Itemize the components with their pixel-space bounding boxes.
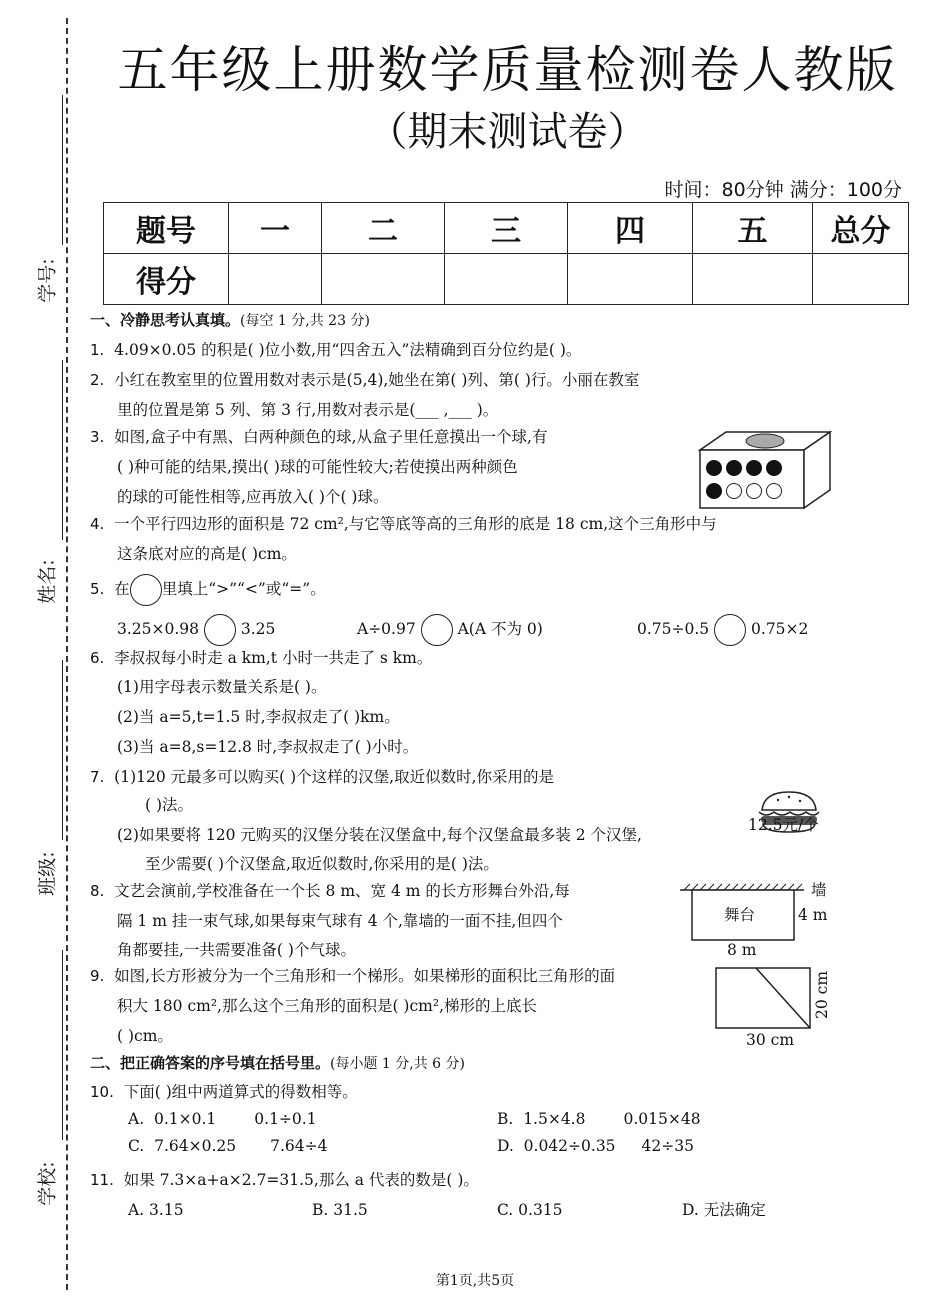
- time-info: 时间：80分钟 满分：100分: [664, 179, 902, 201]
- q5-item-1: [117, 614, 275, 646]
- question-text-line: (2)当 a=5,t=1.5 时,李叔叔走了( )km。: [117, 708, 400, 726]
- compare-circle-1[interactable]: [204, 614, 236, 646]
- page-footer: 第1页,共5页: [435, 1273, 515, 1289]
- question-text: (1)120 元最多可以购买( )个这样的汉堡,取近似数时,你采用的是: [114, 768, 555, 786]
- stage-width-label: 4 m: [798, 906, 828, 924]
- question-text: 李叔叔每小时走 a km,t 小时一共走了 s km。: [114, 649, 433, 667]
- student-id-line[interactable]: [62, 95, 63, 245]
- q11-option-a[interactable]: A. 3.15: [128, 1201, 184, 1219]
- question-3: [90, 427, 547, 447]
- option-label: B.: [497, 1110, 514, 1128]
- rectangle-figure: [714, 966, 814, 1032]
- question-number: 5.: [90, 580, 105, 598]
- q11-option-d[interactable]: D. 无法确定: [682, 1201, 766, 1219]
- q5-item-3: [637, 614, 808, 646]
- section2-heading: [90, 1053, 465, 1074]
- question-2: [90, 370, 639, 390]
- question-text-line: ( )cm。: [117, 1027, 173, 1045]
- stage-label: 舞台: [724, 906, 756, 924]
- question-text-line: ( )种可能的结果,摸出( )球的可能性较大;若使摸出两种颜色: [117, 458, 518, 476]
- student-id-field: [20, 95, 60, 305]
- wall-label: 墙: [811, 881, 827, 899]
- name-line[interactable]: [62, 360, 63, 540]
- option-expr: 1.5×4.8: [523, 1110, 586, 1128]
- score-cell[interactable]: [693, 254, 813, 305]
- score-cell[interactable]: [229, 254, 322, 305]
- compare-circle-example: [130, 574, 162, 606]
- question-9: [90, 966, 615, 986]
- expr-right: 3.25: [240, 620, 276, 638]
- option-expr: 7.64×0.25: [154, 1137, 237, 1155]
- question-text: 里填上“>”“<”或“=”。: [161, 580, 326, 598]
- school-line[interactable]: [62, 950, 63, 1140]
- class-line[interactable]: [62, 660, 63, 840]
- q10-option-b[interactable]: [497, 1109, 701, 1129]
- question-text-line: 的球的可能性相等,应再放入( )个( )球。: [117, 488, 389, 506]
- question-number: 3.: [90, 428, 105, 446]
- question-text-line: 这条底对应的高是( )cm。: [117, 545, 297, 563]
- option-expr: 42÷35: [641, 1137, 694, 1155]
- question-text-line: ( )法。: [145, 796, 194, 814]
- question-6: [90, 648, 432, 668]
- question-text: 如图,盒子中有黑、白两种颜色的球,从盒子里任意摸出一个球,有: [114, 428, 548, 446]
- question-text: 在: [114, 580, 130, 598]
- question-number: 9.: [90, 967, 105, 985]
- score-header-row: [104, 203, 909, 254]
- option-expr: 0.015×48: [623, 1110, 701, 1128]
- expr-left: 3.25×0.98: [117, 620, 200, 638]
- question-text-line: (3)当 a=8,s=12.8 时,李叔叔走了( )小时。: [117, 738, 419, 756]
- school-label: 学校:: [36, 1161, 59, 1206]
- burger-price: 12.5元/个: [748, 816, 819, 834]
- question-text-line: 里的位置是第 5 列、第 3 行,用数对表示是(___ ,___ )。: [117, 401, 499, 419]
- option-expr: 0.1÷0.1: [254, 1110, 317, 1128]
- question-text-line: 隔 1 m 挂一束气球,如果每束气球有 4 个,靠墙的一面不挂,但四个: [117, 912, 563, 930]
- question-8: [90, 881, 570, 901]
- score-header-cell: 四: [568, 203, 693, 254]
- question-text: 文艺会演前,学校准备在一个长 8 m、宽 4 m 的长方形舞台外沿,每: [114, 882, 570, 900]
- compare-circle-3[interactable]: [714, 614, 746, 646]
- section2-note: (每小题 1 分,共 6 分): [330, 1056, 466, 1072]
- rect-width-label: 30 cm: [746, 1031, 795, 1049]
- question-number: 8.: [90, 882, 105, 900]
- class-label: 班级:: [36, 851, 59, 896]
- question-text: 小红在教室里的位置用数对表示是(5,4),她坐在第( )列、第( )行。小丽在教室: [114, 371, 640, 389]
- question-text-line: (2)如果要将 120 元购买的汉堡分装在汉堡盒中,每个汉堡盒最多装 2 个汉堡,: [117, 826, 642, 844]
- question-text: 如果 7.3×a+a×2.7=31.5,那么 a 代表的数是( )。: [123, 1171, 479, 1189]
- school-field: [20, 950, 60, 1206]
- score-row-label: 得分: [104, 254, 229, 305]
- compare-circle-2[interactable]: [421, 614, 453, 646]
- q11-option-b[interactable]: B. 31.5: [312, 1201, 368, 1219]
- question-text-line: (1)用字母表示数量关系是( )。: [117, 678, 327, 696]
- expr-left: A÷0.97: [357, 620, 416, 638]
- question-text-line: 至少需要( )个汉堡盒,取近似数时,你采用的是( )法。: [145, 855, 499, 873]
- question-number: 11.: [90, 1171, 114, 1189]
- score-cell[interactable]: [813, 254, 909, 305]
- question-number: 7.: [90, 768, 105, 786]
- question-text: 4.09×0.05 的积是( )位小数,用“四舍五入”法精确到百分位约是( )。: [114, 341, 582, 359]
- score-cell[interactable]: [322, 254, 445, 305]
- section1-title: 一、冷静思考认真填。: [90, 311, 241, 329]
- score-header-cell: 题号: [104, 203, 229, 254]
- question-7: [90, 767, 554, 787]
- score-cell[interactable]: [568, 254, 693, 305]
- section1-note: (每空 1 分,共 23 分): [240, 313, 370, 329]
- student-id-label: 学号:: [36, 258, 59, 303]
- question-text: 下面( )组中两道算式的得数相等。: [123, 1083, 358, 1101]
- question-5: [90, 574, 326, 606]
- question-number: 2.: [90, 371, 105, 389]
- question-number: 4.: [90, 515, 105, 533]
- score-cell[interactable]: [445, 254, 568, 305]
- score-header-cell: 五: [693, 203, 813, 254]
- option-label: D.: [497, 1137, 514, 1155]
- page-title: 五年级上册数学质量检测卷人教版: [117, 41, 898, 99]
- question-1: [90, 340, 581, 360]
- class-field: [20, 660, 60, 896]
- score-header-cell: 一: [229, 203, 322, 254]
- score-header-cell: 二: [322, 203, 445, 254]
- option-expr: 0.1×0.1: [153, 1110, 217, 1128]
- ball-box-figure: [692, 428, 832, 512]
- q10-option-c[interactable]: [128, 1136, 327, 1156]
- question-text-line: 角都要挂,一共需要准备( )个气球。: [117, 941, 356, 959]
- score-header-cell: 三: [445, 203, 568, 254]
- name-label: 姓名:: [36, 559, 59, 604]
- question-10: [90, 1082, 358, 1102]
- question-11: [90, 1170, 479, 1190]
- question-text: 一个平行四边形的面积是 72 cm²,与它等底等高的三角形的底是 18 cm,这个三角形中与: [114, 515, 717, 533]
- question-text-line: 积大 180 cm²,那么这个三角形的面积是( )cm²,梯形的上底长: [117, 997, 537, 1015]
- page-subtitle: （期末测试卷）: [367, 109, 648, 155]
- option-label: A.: [128, 1110, 145, 1128]
- section2-title: 二、把正确答案的序号填在括号里。: [90, 1054, 331, 1072]
- option-label: C.: [128, 1137, 145, 1155]
- score-header-cell: 总分: [813, 203, 909, 254]
- q10-option-a[interactable]: [128, 1109, 317, 1129]
- question-text: 如图,长方形被分为一个三角形和一个梯形。如果梯形的面积比三角形的面: [114, 967, 616, 985]
- name-field: [20, 360, 60, 604]
- q10-option-d[interactable]: [497, 1136, 694, 1156]
- score-table: [103, 202, 909, 305]
- section1-heading: [90, 310, 370, 331]
- question-number: 10.: [90, 1083, 114, 1101]
- option-expr: 0.042÷0.35: [523, 1137, 616, 1155]
- stage-length-label: 8 m: [727, 941, 757, 959]
- question-4: [90, 514, 717, 534]
- q11-option-c[interactable]: C. 0.315: [497, 1201, 563, 1219]
- q5-item-2: [357, 614, 543, 646]
- rect-height-label: 20 cm: [813, 970, 832, 1020]
- question-number: 1.: [90, 341, 105, 359]
- option-expr: 7.64÷4: [270, 1137, 328, 1155]
- expr-right: 0.75×2: [751, 620, 809, 638]
- binding-dashed-line: [66, 18, 68, 1290]
- question-number: 6.: [90, 649, 105, 667]
- expr-left: 0.75÷0.5: [637, 620, 710, 638]
- score-row: [104, 254, 909, 305]
- expr-right: A(A 不为 0): [457, 620, 543, 638]
